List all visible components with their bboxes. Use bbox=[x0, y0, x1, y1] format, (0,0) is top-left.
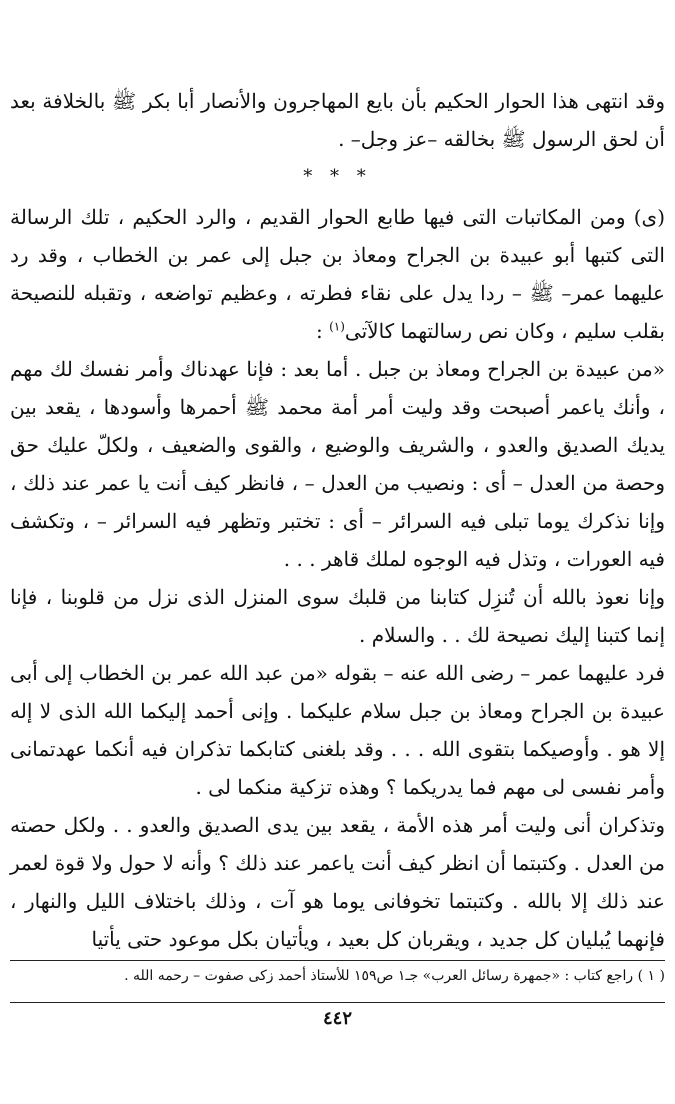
paragraph-5: فرد عليهما عمر – رضى الله عنه – بقوله «من عبد الله عمر بن الخطاب إلى أبى عبيدة بن الجراح ومعاذ بن جبل سلام عليكما . وإنى أحمد إليكما الله الذى لا إله إلا هو . وأوصيكما بتقوى الله . . . وقد بلغنى كتابكما تذكران فيه أنكما عهدتمانى وأمر نفسى لى مهم فما يدريكما ؟ وهذه تزكية منكما لى . bbox=[10, 661, 665, 799]
paragraph-3: «من عبيدة بن الجراح ومعاذ بن جبل . أما بعد : فإنا عهدناك وأمر نفسك لك مهم ، وأنك ياعمر أصبحت وقد وليت أمر أمة محمد ﷺ أحمرها وأسودها ، يقعد بين يديك الصديق والعدو ، والشريف والوضيع ، والقوى والضعيف ، ولكلّ عليك حق وحصة من العدل – أى : ونصيب من العدل – ، فانظر كيف أنت يا عمر عند ذلك ، وإنا نذكرك يوما تبلى فيه السرائر – أى : تختبر وتظهر فيه السرائر – ، وتكشف فيه العورات ، وتذل فيه الوجوه لملك قاهر . . . bbox=[10, 357, 665, 571]
footnote-marker: (١) bbox=[329, 319, 345, 334]
section-separator: * * * bbox=[303, 166, 372, 187]
paragraph-2 bbox=[10, 198, 665, 350]
main-text bbox=[10, 82, 665, 958]
paragraph-1: وقد انتهى هذا الحوار الحكيم بأن بايع المهاجرون والأنصار أبا بكر ﷺ بالخلافة بعد أن لحق الرسول ﷺ بخالقه –عز وجل– . bbox=[10, 89, 665, 151]
paragraph-4: وإنا نعوذ بالله أن تُنزِل كتابنا من قلبك سوى المنزل الذى نزل من قلوبنا ، فإنا إنما كتبنا إليك نصيحة لك . . والسلام . bbox=[10, 585, 665, 647]
footnote-divider bbox=[10, 960, 665, 961]
paragraph-2-text: (ى) ومن المكاتبات التى فيها طابع الحوار القديم ، والرد الحكيم ، تلك الرسالة التى كتبها أبو عبيدة بن الجراح ومعاذ بن جبل إلى عمر بن الخطاب ، وقد رد عليهما عمر– ﷺ – ردا يدل على نقاء فطرته ، وعظيم تواضعه ، وتقبله للنصيحة بقلب سليم ، وكان نص رسالتهما كالآتى bbox=[10, 205, 665, 343]
paragraph-2-tail: : bbox=[315, 319, 330, 343]
paragraph-6: وتذكران أنى وليت أمر هذه الأمة ، يقعد بين يدى الصديق والعدو . . ولكل حصته من العدل . وكتبتما أن انظر كيف أنت ياعمر عند ذلك ؟ وأنه لا حول ولا قوة لعمر عند ذلك إلا بالله . وكتبتما تخوفانى يوما هو آت ، وذلك باختلاف الليل والنهار ، فإنهما يُبليان كل جديد ، ويقربان كل بعيد ، ويأتيان بكل موعود حتى يأتيا bbox=[10, 813, 665, 951]
bottom-divider bbox=[10, 1002, 665, 1003]
footnote: ( ١ ) راجع كتاب : «جمهرة رسائل العرب» جـ١ ص١٥٩ للأستاذ أحمد زكى صفوت – رحمه الله . bbox=[124, 968, 665, 984]
page-number: ٤٤٢ bbox=[322, 1008, 352, 1029]
